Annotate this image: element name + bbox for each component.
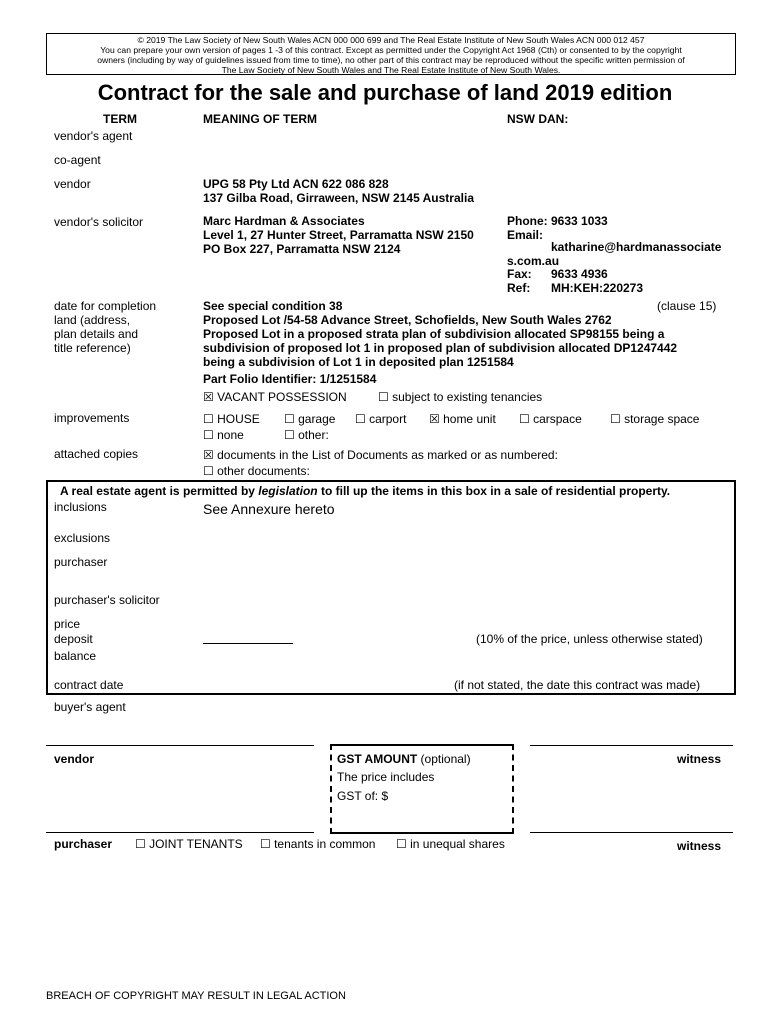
label-land-2: plan details and xyxy=(54,327,139,341)
label-buyers-agent: buyer's agent xyxy=(54,700,126,714)
improvement-house-checkbox[interactable]: ☐ HOUSE xyxy=(203,412,260,426)
land-line-2: Proposed Lot in a proposed strata plan of subdivision allocated SP98155 being a xyxy=(203,327,665,341)
label-exclusions: exclusions xyxy=(54,531,111,545)
witness-label-2: witness xyxy=(677,839,722,853)
improvement-carspace-checkbox[interactable]: ☐ carspace xyxy=(519,412,582,426)
solicitor-email-label: Email: xyxy=(507,228,544,242)
label-co-agent: co-agent xyxy=(54,153,101,167)
header-term: TERM xyxy=(103,112,137,126)
solicitor-fax-label: Fax: xyxy=(507,267,532,281)
completion-clause: (clause 15) xyxy=(657,299,717,313)
footer-copyright-warning: BREACH OF COPYRIGHT MAY RESULT IN LEGAL ACTION xyxy=(46,990,346,1002)
contract-date-note: (if not stated, the date this contract was made) xyxy=(454,678,701,692)
vendor-address: 137 Gilba Road, Girraween, NSW 2145 Australia xyxy=(203,191,474,205)
witness-signature-line-2 xyxy=(530,832,733,833)
solicitor-ref: MH:KEH:220273 xyxy=(551,281,644,295)
improvement-carport-checkbox[interactable]: ☐ carport xyxy=(355,412,407,426)
label-contract-date: contract date xyxy=(54,678,124,692)
land-line-4: being a subdivision of Lot 1 in deposited plan 1251584 xyxy=(203,355,514,369)
label-balance: balance xyxy=(54,649,97,663)
attached-documents-checkbox[interactable]: ☒ documents in the List of Documents as marked or as numbered: xyxy=(203,448,558,462)
vacant-possession-checkbox[interactable]: ☒ VACANT POSSESSION xyxy=(203,390,347,404)
purchaser-signature-line xyxy=(46,832,314,833)
solicitor-fax: 9633 4936 xyxy=(551,267,608,281)
label-vendors-solicitor: vendor's solicitor xyxy=(54,215,143,229)
improvement-storage-checkbox[interactable]: ☐ storage space xyxy=(610,412,700,426)
tenants-in-common-checkbox[interactable]: ☐ tenants in common xyxy=(260,837,376,851)
solicitor-firm: Marc Hardman & Associates xyxy=(203,214,365,228)
inclusions-value: See Annexure hereto xyxy=(203,501,335,517)
unequal-shares-checkbox[interactable]: ☐ in unequal shares xyxy=(396,837,505,851)
label-improvements: improvements xyxy=(54,411,130,425)
copyright-line-4: The Law Society of New South Wales and The Real Estate Institute of New South Wales. xyxy=(221,65,561,75)
witness-signature-line-1 xyxy=(530,745,733,746)
gst-label xyxy=(337,752,471,766)
label-vendors-agent: vendor's agent xyxy=(54,129,133,143)
copyright-line-1: © 2019 The Law Society of New South Wales ACN 000 000 699 and The Real Estate Institute of New South Wales ACN 000 012 457 xyxy=(137,35,645,45)
gst-line-2: The price includes xyxy=(337,770,435,784)
label-land-3: title reference) xyxy=(54,341,131,355)
agent-box-heading-pre: A real estate agent is permitted by xyxy=(60,484,259,498)
gst-line-3: GST of: $ xyxy=(337,789,389,803)
copyright-line-2: You can prepare your own version of pages 1 -3 of this contract. Except as permitted under the Copyright Act 1968 (Cth) or consented to by the copyright xyxy=(100,45,682,55)
joint-tenants-checkbox[interactable]: ☐ JOINT TENANTS xyxy=(135,837,243,851)
header-nsw-dan: NSW DAN: xyxy=(507,112,569,126)
label-deposit: deposit xyxy=(54,632,93,646)
purchaser-signature-label: purchaser xyxy=(54,837,113,851)
vendor-signature-line xyxy=(46,745,314,746)
improvement-none-checkbox[interactable]: ☐ none xyxy=(203,428,244,442)
label-inclusions: inclusions xyxy=(54,500,107,514)
solicitor-ref-label: Ref: xyxy=(507,281,531,295)
copyright-notice xyxy=(46,33,736,75)
label-vendor: vendor xyxy=(54,177,91,191)
vendor-signature-label: vendor xyxy=(54,752,95,766)
agent-box-heading-legislation: legislation xyxy=(258,484,318,498)
vendor-name: UPG 58 Pty Ltd ACN 622 086 828 xyxy=(203,177,389,191)
existing-tenancies-checkbox[interactable]: ☐ subject to existing tenancies xyxy=(378,390,543,404)
agent-box-heading xyxy=(60,484,670,498)
improvement-other-checkbox[interactable]: ☐ other: xyxy=(284,428,329,442)
label-purchaser: purchaser xyxy=(54,555,108,569)
label-land-1: land (address, xyxy=(54,313,131,327)
agent-fill-box xyxy=(46,480,736,695)
improvement-garage-checkbox[interactable]: ☐ garage xyxy=(284,412,336,426)
solicitor-phone-label: Phone: xyxy=(507,214,548,228)
improvement-home-unit-checkbox[interactable]: ☒ home unit xyxy=(429,412,496,426)
solicitor-po-box: PO Box 227, Parramatta NSW 2124 xyxy=(203,242,401,256)
solicitor-email-2: s.com.au xyxy=(507,254,560,268)
gst-optional-label: (optional) xyxy=(417,752,471,766)
solicitor-address: Level 1, 27 Hunter Street, Parramatta NSW 2150 xyxy=(203,228,474,242)
solicitor-email-1: katharine@hardmanassociate xyxy=(551,240,722,254)
label-date-for-completion: date for completion xyxy=(54,299,157,313)
land-line-3: subdivision of proposed lot 1 in proposed plan of subdivision allocated DP1247442 xyxy=(203,341,678,355)
label-price: price xyxy=(54,617,81,631)
deposit-blank-line xyxy=(203,643,293,644)
agent-box-heading-post: to fill up the items in this box in a sale of residential property. xyxy=(317,484,671,498)
header-meaning: MEANING OF TERM xyxy=(203,112,317,126)
label-attached-copies: attached copies xyxy=(54,447,139,461)
page-title: Contract for the sale and purchase of land 2019 edition xyxy=(97,80,673,105)
copyright-line-3: owners (including by way of guidelines issued from time to time), no other part of this contract may be reproduced without the specific written permission of xyxy=(97,55,685,65)
label-purchasers-solicitor: purchaser's solicitor xyxy=(54,593,160,607)
gst-amount-label: GST AMOUNT xyxy=(337,752,418,766)
folio-identifier: Part Folio Identifier: 1/1251584 xyxy=(203,372,377,386)
deposit-note: (10% of the price, unless otherwise stated) xyxy=(476,632,703,646)
witness-label-1: witness xyxy=(677,752,722,766)
solicitor-phone: 9633 1033 xyxy=(551,214,608,228)
land-line-1: Proposed Lot /54-58 Advance Street, Schofields, New South Wales 2762 xyxy=(203,313,612,327)
completion-value: See special condition 38 xyxy=(203,299,343,313)
attached-other-checkbox[interactable]: ☐ other documents: xyxy=(203,464,310,478)
